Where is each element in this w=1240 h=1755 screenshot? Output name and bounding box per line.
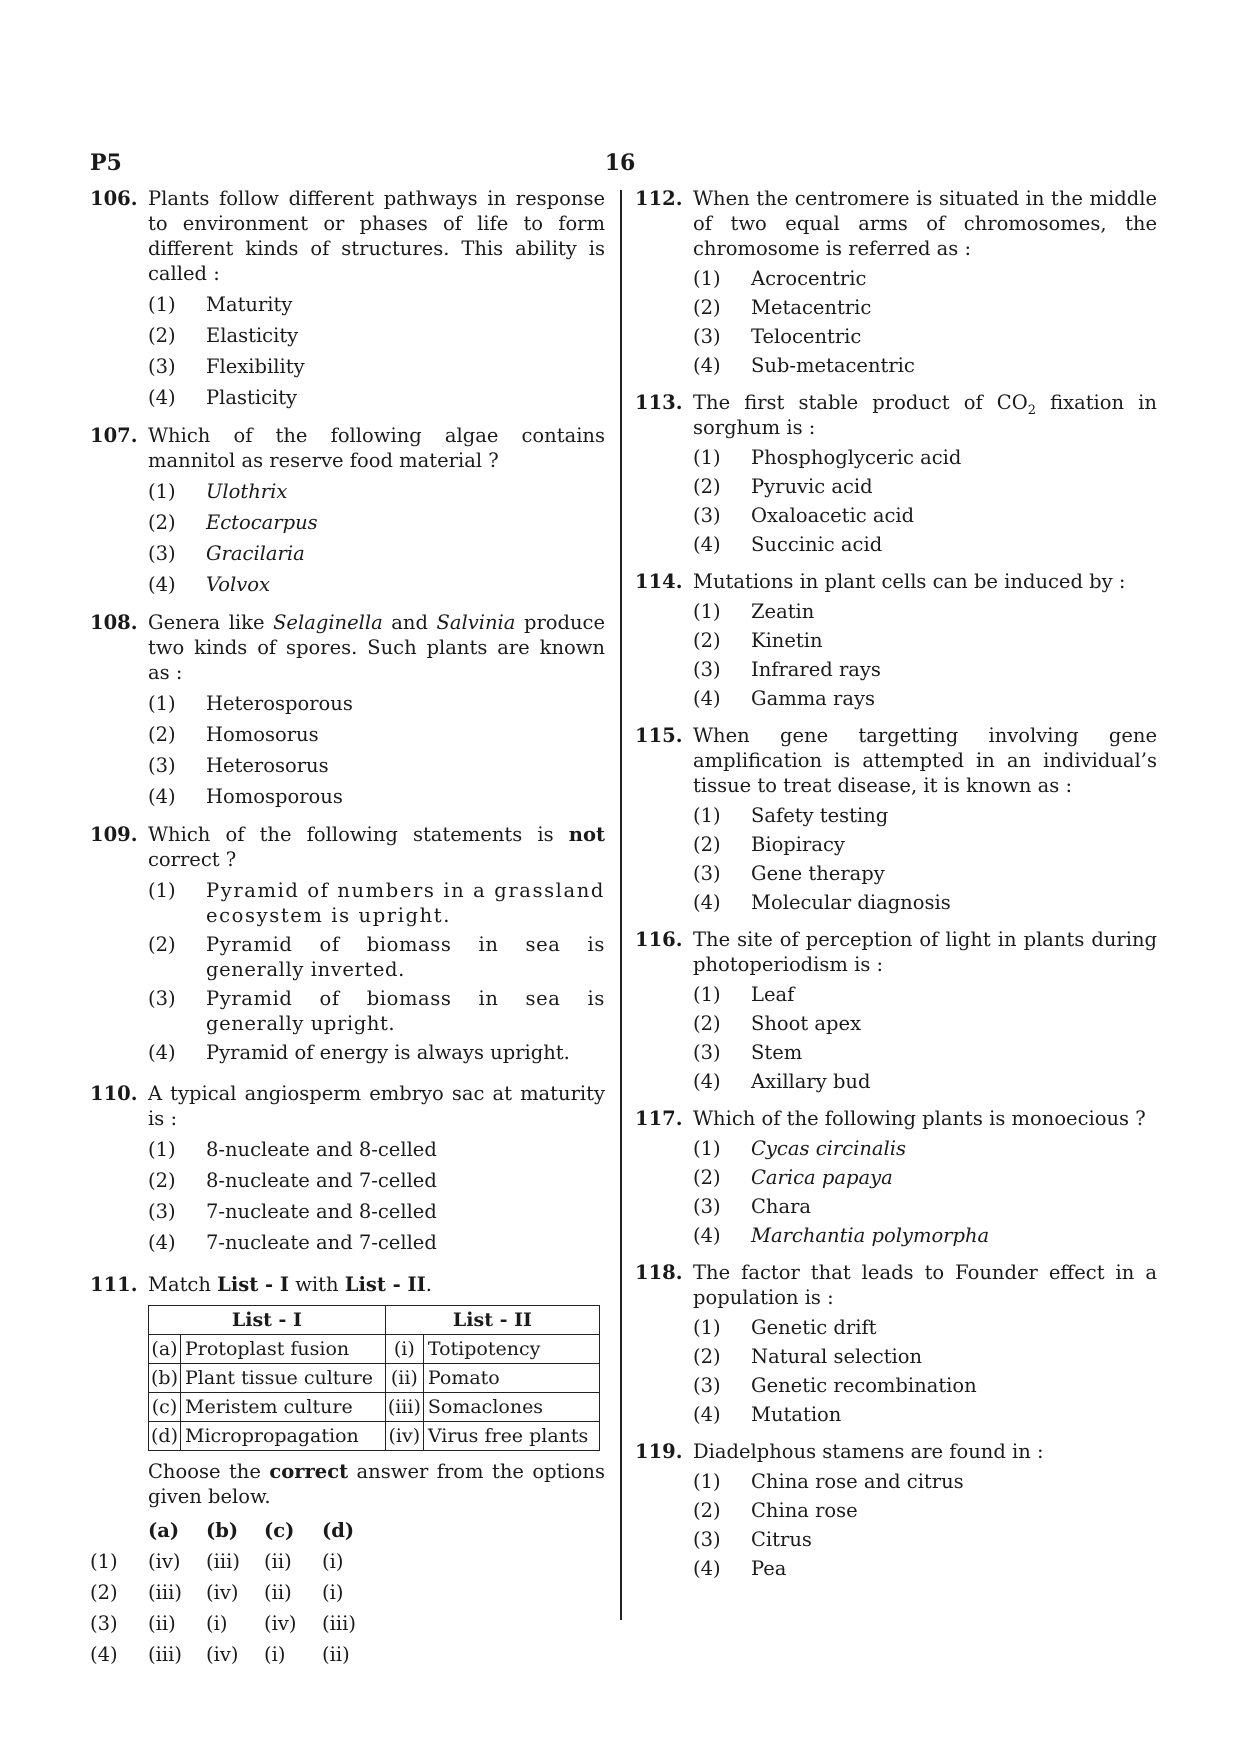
question-text: The site of perception of light in plants during photoperiodism is :: [693, 928, 1157, 976]
question-text: The factor that leads to Founder effect in a population is :: [693, 1261, 1157, 1309]
option: (4) Marchantia polymorpha: [693, 1224, 990, 1247]
option: (1) China rose and citrus: [693, 1470, 964, 1493]
option: (2) Homosorus: [148, 723, 319, 746]
option: (1) Pyramid of numbers in a grassland ecosystem is upright.: [148, 879, 605, 927]
question-117: [635, 1106, 1157, 1250]
question-number: 117.: [635, 1107, 683, 1130]
option: (3) Gracilaria: [148, 542, 305, 565]
option: (4) Molecular diagnosis: [693, 891, 951, 914]
option: (4) Gamma rays: [693, 687, 875, 710]
option: (3) Chara: [693, 1195, 812, 1218]
question-number: 116.: [635, 928, 683, 951]
list-1-header: List - I: [149, 1306, 386, 1335]
option: (1) Acrocentric: [693, 267, 867, 290]
table-row: (c) Meristem culture (iii) Somaclones: [149, 1393, 600, 1422]
option: (3) Flexibility: [148, 355, 305, 378]
question-119: [635, 1439, 1157, 1583]
question-118: [635, 1260, 1157, 1429]
question-number: 113.: [635, 391, 683, 414]
option: (2) Carica papaya: [693, 1166, 893, 1189]
question-113: [635, 390, 1157, 559]
option: (3) Citrus: [693, 1528, 812, 1551]
left-column: [90, 186, 605, 1670]
grid-row: (4) (iii) (iv) (i) (ii): [90, 1643, 350, 1666]
question-text: The first stable product of $CO_2$ fixation in sorghum is :: [693, 391, 1157, 439]
option: (3) Oxaloacetic acid: [693, 504, 915, 527]
option: (3) Stem: [693, 1041, 803, 1064]
question-112: [635, 186, 1157, 380]
question-text: Which of the following statements is not correct ?: [148, 823, 605, 871]
option: (1) Cycas circinalis: [693, 1137, 906, 1160]
grid-row: (1) (iv) (iii) (ii) (i): [90, 1550, 344, 1573]
option: (1) Maturity: [148, 293, 293, 316]
option: (1) Phosphoglyceric acid: [693, 446, 962, 469]
option: (3) Pyramid of biomass in sea is generally upright.: [148, 987, 605, 1035]
table-row: (d) Micropropagation (iv) Virus free plants: [149, 1422, 600, 1451]
right-column: [635, 186, 1157, 1583]
question-number: 107.: [90, 424, 138, 447]
grid-header: (a) (b) (c) (d): [148, 1519, 355, 1542]
option: (4) Sub-metacentric: [693, 354, 915, 377]
option: (1) 8-nucleate and 8-celled: [148, 1138, 437, 1161]
option: (4) Mutation: [693, 1403, 842, 1426]
option: (3) Telocentric: [693, 325, 862, 348]
question-number: 112.: [635, 187, 683, 210]
question-114: [635, 569, 1157, 713]
question-106: [90, 186, 605, 413]
option: (1) Genetic drift: [693, 1316, 877, 1339]
option: (1) Safety testing: [693, 804, 889, 827]
option: (2) Natural selection: [693, 1345, 923, 1368]
question-text: A typical angiosperm embryo sac at maturity is :: [148, 1082, 605, 1130]
option: (1) Ulothrix: [148, 480, 288, 503]
grid-row: (3) (ii) (i) (iv) (iii): [90, 1612, 356, 1635]
question-text: Which of the following algae contains mannitol as reserve food material ?: [148, 424, 605, 472]
question-text: Genera like Selaginella and Salvinia produce two kinds of spores. Such plants are known as :: [148, 611, 606, 684]
option: (2) Elasticity: [148, 324, 299, 347]
question-text: When gene targetting involving gene amplification is attempted in an individual’s tissue to treat disease, it is known as :: [693, 724, 1157, 797]
option: (2) Metacentric: [693, 296, 872, 319]
column-divider: [620, 190, 622, 1620]
option: (3) Genetic recombination: [693, 1374, 977, 1397]
option: (4) Plasticity: [148, 386, 298, 409]
option: (4) Pea: [693, 1557, 787, 1580]
table-row: (a) Protoplast fusion (i) Totipotency: [149, 1335, 600, 1364]
question-number: 111.: [90, 1273, 138, 1296]
option: (2) Pyruvic acid: [693, 475, 873, 498]
option: (4) Homosporous: [148, 785, 343, 808]
question-number: 109.: [90, 823, 138, 846]
page-number: 16: [604, 150, 636, 176]
list-2-header: List - II: [385, 1306, 599, 1335]
option: (4) 7-nucleate and 7-celled: [148, 1231, 437, 1254]
option: (4) Succinic acid: [693, 533, 883, 556]
option: (2) Kinetin: [693, 629, 823, 652]
table-row: (b) Plant tissue culture (ii) Pomato: [149, 1364, 600, 1393]
option: (2) Ectocarpus: [148, 511, 318, 534]
question-text: Which of the following plants is monoecious ?: [693, 1107, 1146, 1130]
option: (2) Pyramid of biomass in sea is generally inverted.: [148, 933, 605, 981]
question-text: Plants follow different pathways in response to environment or phases of life to form different kinds of structures. This ability is called :: [148, 187, 605, 285]
question-111: [90, 1272, 605, 1509]
option: (4) Volvox: [148, 573, 271, 596]
question-number: 114.: [635, 570, 683, 593]
question-text: Mutations in plant cells can be induced by :: [693, 570, 1126, 593]
question-number: 119.: [635, 1440, 683, 1463]
option: (3) Gene therapy: [693, 862, 885, 885]
option: (2) 8-nucleate and 7-celled: [148, 1169, 437, 1192]
option: (4) Axillary bud: [693, 1070, 871, 1093]
question-text: Match List - I with List - II.: [148, 1273, 432, 1296]
option: (3) Heterosorus: [148, 754, 329, 777]
answer-grid: [90, 1515, 605, 1670]
option: (1) Heterosporous: [148, 692, 353, 715]
option: (2) China rose: [693, 1499, 858, 1522]
option: (1) Leaf: [693, 983, 795, 1006]
question-116: [635, 927, 1157, 1096]
option: (3) Infrared rays: [693, 658, 881, 681]
question-number: 115.: [635, 724, 683, 747]
instruction-text: Choose the correct answer from the options given below.: [148, 1460, 605, 1508]
option: (2) Biopiracy: [693, 833, 845, 856]
question-number: 108.: [90, 611, 138, 634]
option: (1) Zeatin: [693, 600, 815, 623]
question-number: 118.: [635, 1261, 683, 1284]
option: (2) Shoot apex: [693, 1012, 862, 1035]
question-text: Diadelphous stamens are found in :: [693, 1440, 1044, 1463]
question-text: When the centromere is situated in the middle of two equal arms of chromosomes, the chromosome is referred as :: [693, 187, 1157, 260]
question-number: 110.: [90, 1082, 138, 1105]
option: (4) Pyramid of energy is always upright.: [148, 1041, 570, 1064]
grid-row: (2) (iii) (iv) (ii) (i): [90, 1581, 344, 1604]
question-109: [90, 822, 605, 1065]
paper-code: P5: [90, 150, 122, 176]
question-110: [90, 1081, 605, 1258]
option: (3) 7-nucleate and 8-celled: [148, 1200, 437, 1223]
question-108: [90, 610, 605, 812]
match-table: [148, 1305, 600, 1451]
question-115: [635, 723, 1157, 917]
question-107: [90, 423, 605, 600]
question-number: 106.: [90, 187, 138, 210]
